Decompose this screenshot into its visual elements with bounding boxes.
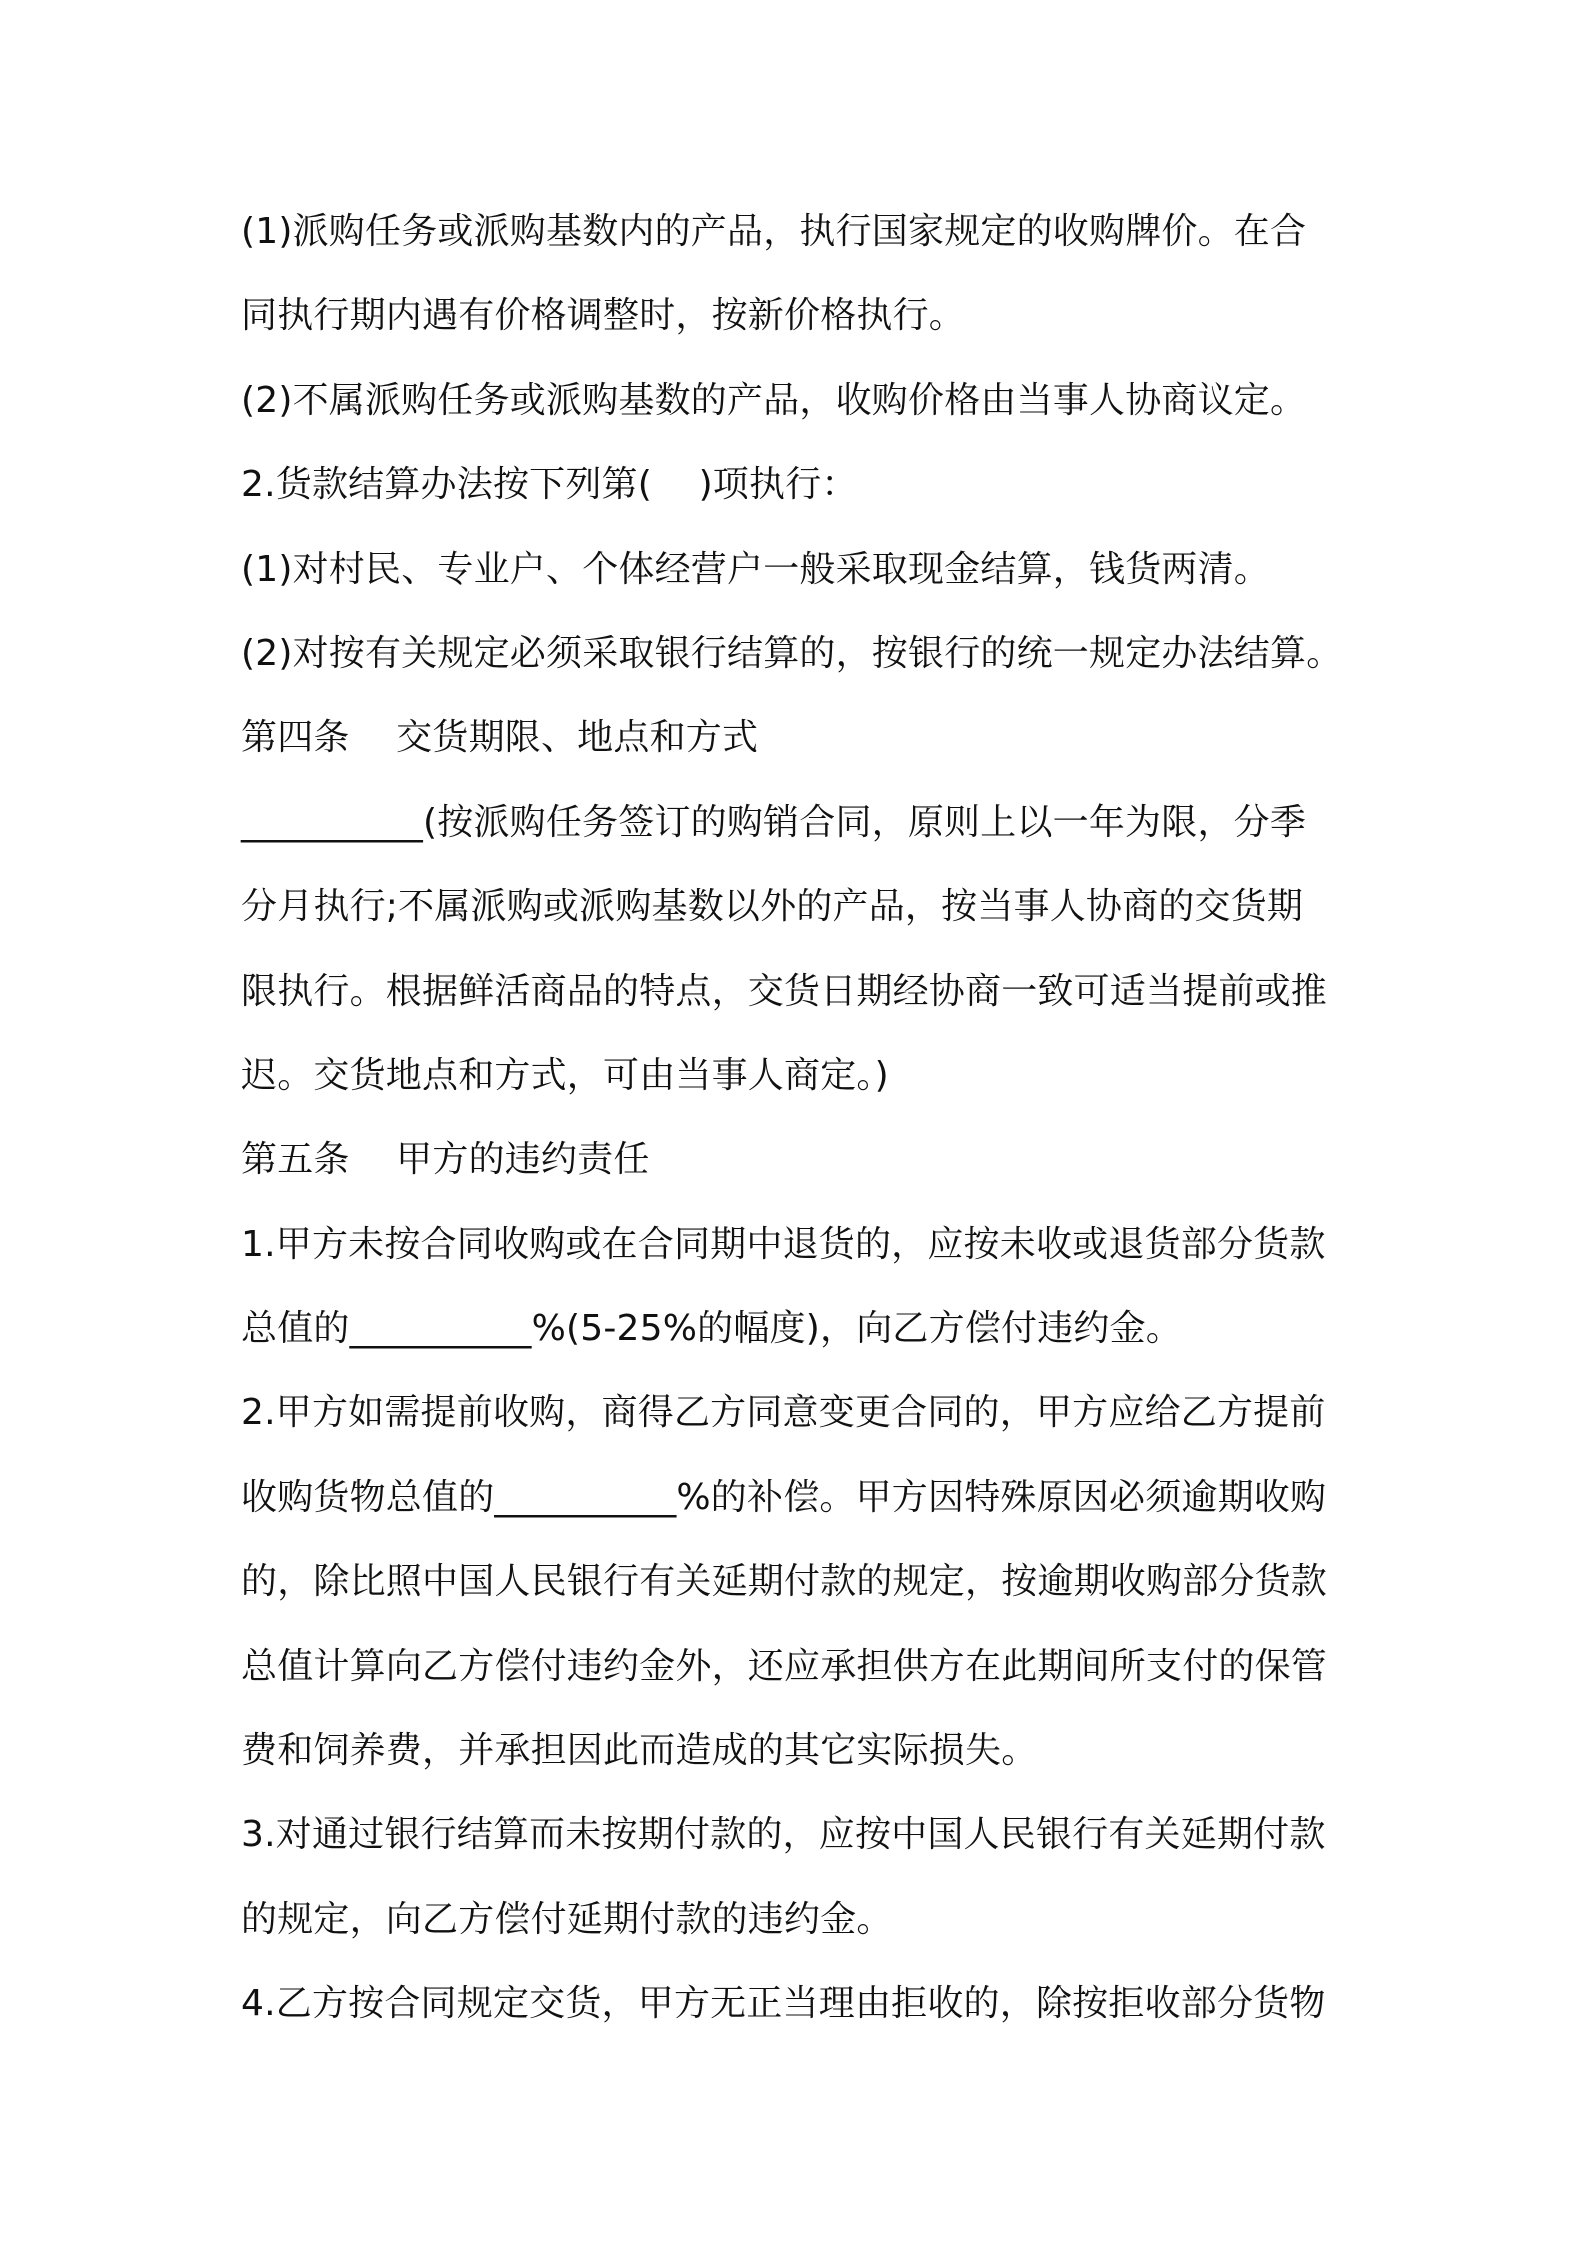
text-line: 2.甲方如需提前收购，商得乙方同意变更合同的，甲方应给乙方提前	[241, 1392, 1326, 1434]
text-line: 总值计算向乙方偿付违约金外，还应承担供方在此期间所支付的保管	[241, 1645, 1328, 1687]
document-body	[241, 190, 1361, 2047]
text-line: 总值的__________%(5-25%的幅度)，向乙方偿付违约金。	[241, 1308, 1183, 1350]
text-line: 同执行期内遇有价格调整时，按新价格执行。	[241, 295, 966, 337]
section-heading: 第四条 交货期限、地点和方式	[241, 717, 759, 759]
text-line: (1)对村民、专业户、个体经营户一般采取现金结算，钱货两清。	[241, 548, 1270, 590]
text-line: (2)不属派购任务或派购基数的产品，收购价格由当事人协商议定。	[241, 379, 1307, 421]
text-line: (1)派购任务或派购基数内的产品，执行国家规定的收购牌价。在合	[241, 211, 1307, 252]
text-line: 3.对通过银行结算而未按期付款的，应按中国人民银行有关延期付款	[241, 1814, 1326, 1856]
text-line: 的，除比照中国人民银行有关延期付款的规定，按逾期收购部分货款	[241, 1561, 1328, 1603]
text-line: (2)对按有关规定必须采取银行结算的，按银行的统一规定办法结算。	[241, 632, 1343, 674]
text-line: 的规定，向乙方偿付延期付款的违约金。	[241, 1898, 893, 1940]
text-line: 1.甲方未按合同收购或在合同期中退货的，应按未收或退货部分货款	[241, 1223, 1326, 1265]
section-heading: 第五条 甲方的违约责任	[241, 1139, 650, 1181]
text-line: 迟。交货地点和方式，可由当事人商定。)	[241, 1054, 889, 1096]
text-line: 分月执行;不属派购或派购基数以外的产品，按当事人协商的交货期	[241, 886, 1304, 928]
text-line: 费和饲养费，并承担因此而造成的其它实际损失。	[241, 1730, 1038, 1772]
text-line: 收购货物总值的__________%的补偿。甲方因特殊原因必须逾期收购	[241, 1476, 1327, 1518]
text-line: __________(按派购任务签订的购销合同，原则上以一年为限，分季	[241, 801, 1307, 843]
text-line: 限执行。根据鲜活商品的特点，交货日期经协商一致可适当提前或推	[241, 970, 1328, 1012]
text-line: 4.乙方按合同规定交货，甲方无正当理由拒收的，除按拒收部分货物	[241, 1983, 1326, 2025]
text-line: 2.货款结算办法按下列第( )项执行：	[241, 464, 858, 506]
